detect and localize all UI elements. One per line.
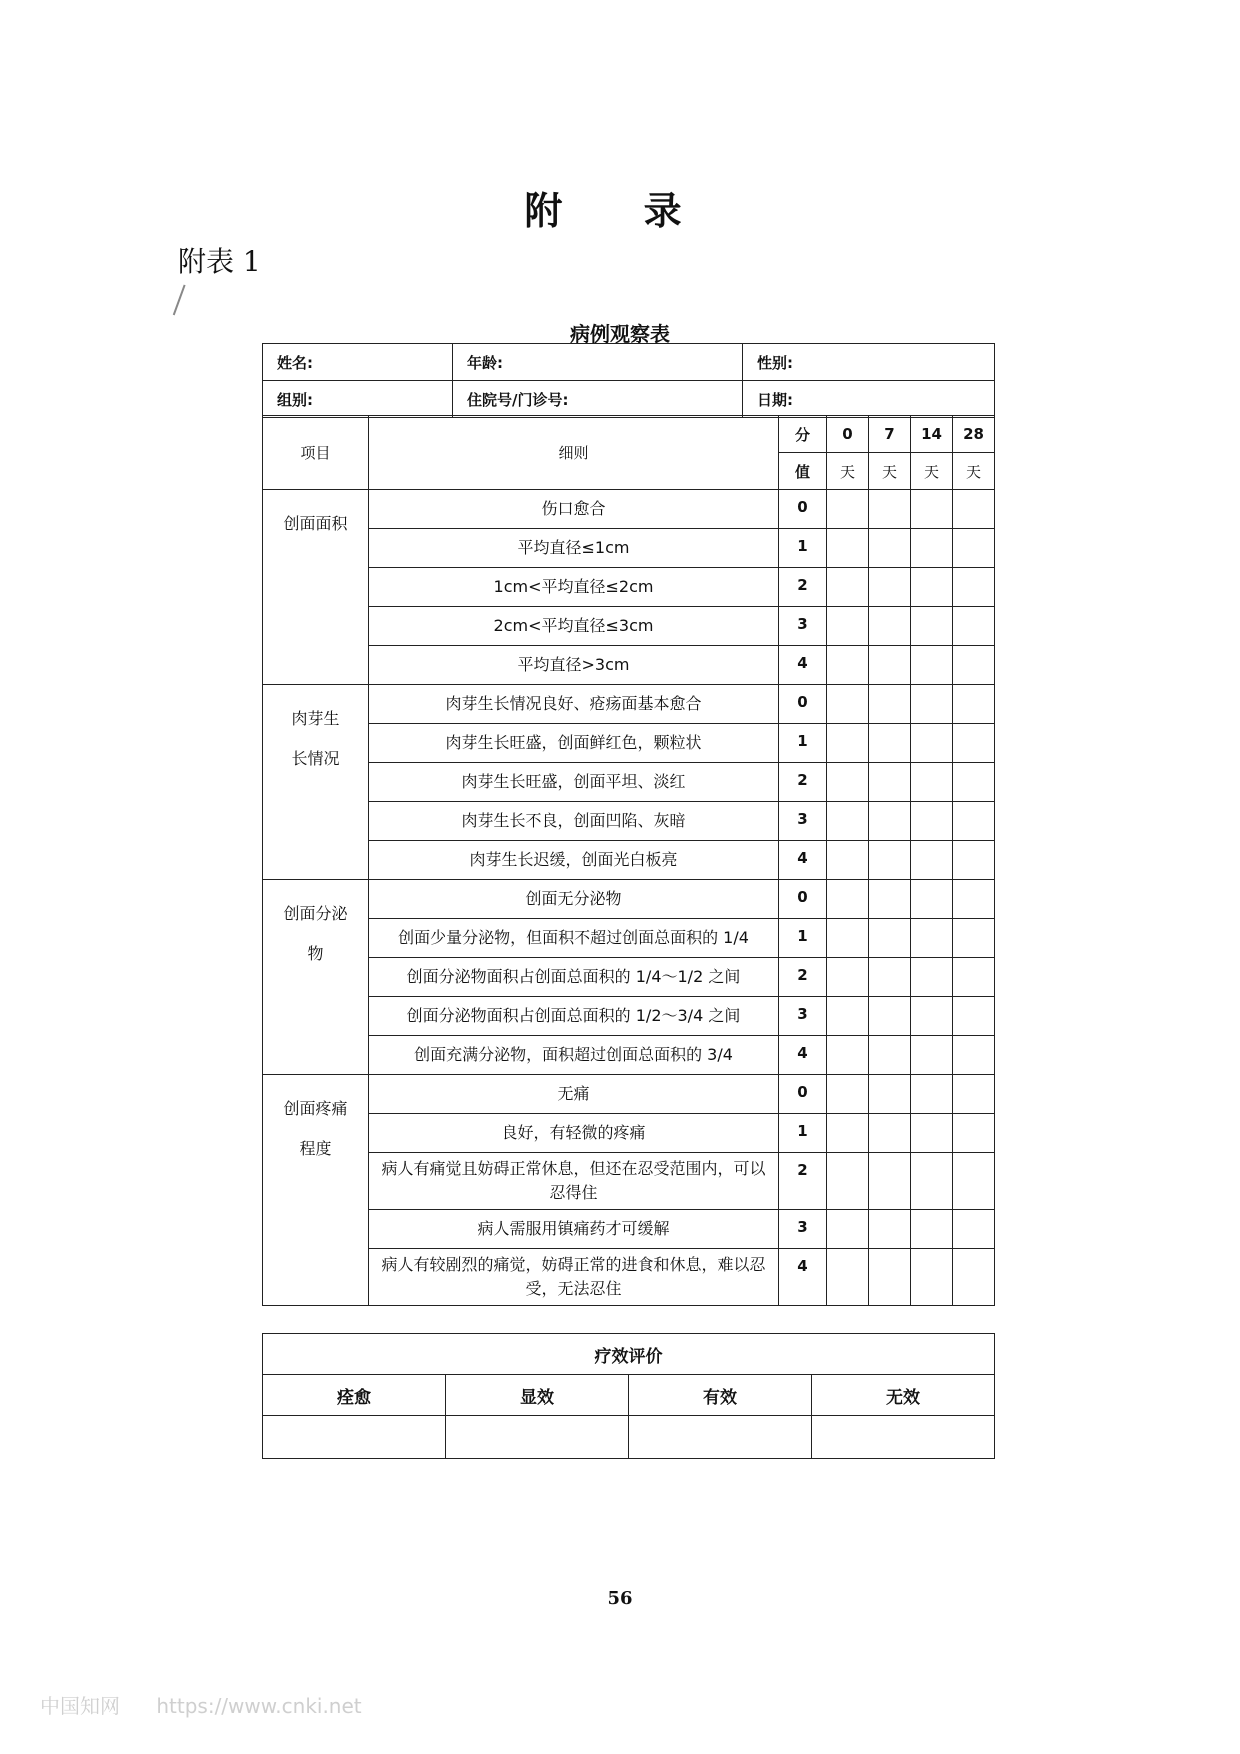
day-check-cell[interactable] [953, 958, 995, 997]
day-check-cell[interactable] [827, 802, 869, 841]
day-check-cell[interactable] [911, 919, 953, 958]
day-check-cell[interactable] [953, 568, 995, 607]
day-check-cell[interactable] [953, 724, 995, 763]
day-check-cell[interactable] [827, 1153, 869, 1210]
header-detail: 细则 [369, 416, 779, 490]
day-check-cell[interactable] [953, 841, 995, 880]
criterion-detail: 肉芽生长旺盛，创面平坦、淡红 [369, 763, 779, 802]
evaluation-cell[interactable] [446, 1416, 629, 1459]
day-check-cell[interactable] [953, 997, 995, 1036]
scan-mark [173, 285, 191, 318]
day-check-cell[interactable] [827, 529, 869, 568]
criterion-score: 1 [779, 724, 827, 763]
table-row [263, 763, 995, 802]
category-cell [263, 1075, 369, 1306]
category-name-line: 程度 [299, 1139, 332, 1158]
header-day-number: 7 [869, 416, 911, 453]
criterion-score: 0 [779, 1075, 827, 1114]
criterion-detail: 肉芽生长不良，创面凹陷、灰暗 [369, 802, 779, 841]
table-row [263, 490, 995, 529]
table-row [263, 685, 995, 724]
day-check-cell[interactable] [869, 1153, 911, 1210]
table-row [263, 568, 995, 607]
day-check-cell[interactable] [911, 568, 953, 607]
day-check-cell[interactable] [911, 724, 953, 763]
day-check-cell[interactable] [953, 607, 995, 646]
criterion-detail: 病人有痛觉且妨碍正常休息，但还在忍受范围内，可以忍得住 [369, 1153, 779, 1210]
day-check-cell[interactable] [869, 919, 911, 958]
criterion-detail: 创面充满分泌物，面积超过创面总面积的 3/4 [369, 1036, 779, 1075]
header-day-unit: 天 [827, 453, 869, 490]
day-check-cell[interactable] [827, 958, 869, 997]
header-day-unit: 天 [911, 453, 953, 490]
category-cell [263, 880, 369, 1075]
criterion-score: 0 [779, 490, 827, 529]
day-check-cell[interactable] [911, 997, 953, 1036]
criterion-score: 4 [779, 1249, 827, 1306]
criterion-detail: 平均直径>3cm [369, 646, 779, 685]
criterion-detail: 肉芽生长迟缓，创面光白板亮 [369, 841, 779, 880]
criterion-detail: 肉芽生长旺盛，创面鲜红色，颗粒状 [369, 724, 779, 763]
evaluation-markedly-effective: 显效 [446, 1375, 629, 1416]
criterion-detail: 1cm<平均直径≤2cm [369, 568, 779, 607]
criterion-score: 1 [779, 529, 827, 568]
day-check-cell[interactable] [869, 646, 911, 685]
day-check-cell[interactable] [953, 1210, 995, 1249]
day-check-cell[interactable] [827, 1249, 869, 1306]
day-check-cell[interactable] [827, 997, 869, 1036]
category-name-line: 肉芽生 [291, 709, 340, 728]
day-check-cell[interactable] [953, 1249, 995, 1306]
table-row [263, 724, 995, 763]
criterion-score: 0 [779, 880, 827, 919]
criterion-detail: 创面分泌物面积占创面总面积的 1/2～3/4 之间 [369, 997, 779, 1036]
day-check-cell[interactable] [827, 1210, 869, 1249]
day-check-cell[interactable] [911, 802, 953, 841]
criterion-score: 4 [779, 841, 827, 880]
patient-info-table [262, 343, 995, 418]
day-check-cell[interactable] [953, 1036, 995, 1075]
day-check-cell[interactable] [911, 646, 953, 685]
day-check-cell[interactable] [953, 685, 995, 724]
table-row [263, 958, 995, 997]
criterion-detail: 肉芽生长情况良好、疮疡面基本愈合 [369, 685, 779, 724]
day-check-cell[interactable] [869, 958, 911, 997]
day-check-cell[interactable] [869, 685, 911, 724]
day-check-cell[interactable] [953, 490, 995, 529]
day-check-cell[interactable] [869, 490, 911, 529]
evaluation-cell[interactable] [812, 1416, 995, 1459]
table-row [263, 1075, 995, 1114]
evaluation-table [262, 1333, 995, 1459]
group-field: 组别: [263, 381, 453, 418]
day-check-cell[interactable] [911, 1210, 953, 1249]
date-field: 日期: [743, 381, 995, 418]
table-row [263, 646, 995, 685]
day-check-cell[interactable] [953, 1153, 995, 1210]
evaluation-title: 疗效评价 [263, 1334, 995, 1375]
criterion-detail: 创面分泌物面积占创面总面积的 1/4～1/2 之间 [369, 958, 779, 997]
category-name-line: 长情况 [291, 749, 340, 768]
criterion-score: 2 [779, 568, 827, 607]
criterion-score: 2 [779, 763, 827, 802]
day-check-cell[interactable] [953, 646, 995, 685]
criterion-detail: 良好，有轻微的疼痛 [369, 1114, 779, 1153]
table-title: 病例观察表 [570, 322, 670, 346]
day-check-cell[interactable] [827, 1036, 869, 1075]
observation-table [262, 415, 995, 1306]
page-number: 56 [607, 1588, 633, 1609]
category-name-line: 创面分泌 [283, 904, 348, 923]
evaluation-cell[interactable] [629, 1416, 812, 1459]
day-check-cell[interactable] [911, 1153, 953, 1210]
day-check-cell[interactable] [911, 763, 953, 802]
criterion-detail: 无痛 [369, 1075, 779, 1114]
criterion-score: 1 [779, 919, 827, 958]
table-row [263, 529, 995, 568]
criterion-score: 2 [779, 958, 827, 997]
criterion-score: 3 [779, 1210, 827, 1249]
day-check-cell[interactable] [827, 724, 869, 763]
day-check-cell[interactable] [869, 1075, 911, 1114]
criterion-detail: 病人有较剧烈的痛觉，妨碍正常的进食和休息，难以忍受，无法忍住 [369, 1249, 779, 1306]
day-check-cell[interactable] [827, 841, 869, 880]
category-name: 创面面积 [283, 514, 348, 533]
header-day-number: 0 [827, 416, 869, 453]
day-check-cell[interactable] [869, 880, 911, 919]
sex-field: 性别: [743, 344, 995, 381]
evaluation-effective: 有效 [629, 1375, 812, 1416]
criterion-detail: 平均直径≤1cm [369, 529, 779, 568]
day-check-cell[interactable] [869, 607, 911, 646]
day-check-cell[interactable] [869, 1114, 911, 1153]
day-check-cell[interactable] [953, 763, 995, 802]
header-day-unit: 天 [953, 453, 995, 490]
day-check-cell[interactable] [869, 1210, 911, 1249]
category-cell [263, 685, 369, 880]
criterion-detail: 病人需服用镇痛药才可缓解 [369, 1210, 779, 1249]
table-row [263, 802, 995, 841]
criterion-detail: 创面少量分泌物，但面积不超过创面总面积的 1/4 [369, 919, 779, 958]
day-check-cell[interactable] [911, 841, 953, 880]
day-check-cell[interactable] [911, 880, 953, 919]
day-check-cell[interactable] [827, 646, 869, 685]
day-check-cell[interactable] [911, 958, 953, 997]
day-check-cell[interactable] [869, 568, 911, 607]
day-check-cell[interactable] [827, 763, 869, 802]
evaluation-cell[interactable] [263, 1416, 446, 1459]
criterion-score: 1 [779, 1114, 827, 1153]
table-row [263, 1153, 995, 1210]
criterion-detail: 伤口愈合 [369, 490, 779, 529]
name-field: 姓名: [263, 344, 453, 381]
criterion-score: 3 [779, 997, 827, 1036]
day-check-cell[interactable] [911, 685, 953, 724]
day-check-cell[interactable] [827, 880, 869, 919]
table-row [263, 880, 995, 919]
day-check-cell[interactable] [911, 1036, 953, 1075]
day-check-cell[interactable] [869, 1249, 911, 1306]
criterion-detail: 2cm<平均直径≤3cm [369, 607, 779, 646]
header-score-bottom: 值 [779, 453, 827, 490]
hospital-id-field: 住院号/门诊号: [453, 381, 743, 418]
day-check-cell[interactable] [911, 529, 953, 568]
criterion-detail: 创面无分泌物 [369, 880, 779, 919]
day-check-cell[interactable] [911, 607, 953, 646]
category-name-line: 物 [307, 944, 324, 963]
header-day-unit: 天 [869, 453, 911, 490]
table-row [263, 1036, 995, 1075]
day-check-cell[interactable] [953, 802, 995, 841]
table-row [263, 1210, 995, 1249]
watermark [40, 1690, 392, 1719]
day-check-cell[interactable] [827, 1114, 869, 1153]
day-check-cell[interactable] [953, 880, 995, 919]
day-check-cell[interactable] [827, 568, 869, 607]
day-check-cell[interactable] [911, 1075, 953, 1114]
criterion-score: 3 [779, 802, 827, 841]
criterion-score: 4 [779, 646, 827, 685]
page-title: 附 录 [524, 189, 716, 233]
day-check-cell[interactable] [869, 724, 911, 763]
day-check-cell[interactable] [827, 1075, 869, 1114]
day-check-cell[interactable] [827, 919, 869, 958]
table-row [263, 1114, 995, 1153]
category-cell [263, 490, 369, 685]
day-check-cell[interactable] [911, 1249, 953, 1306]
header-score-top: 分 [779, 416, 827, 453]
header-day-number: 14 [911, 416, 953, 453]
day-check-cell[interactable] [827, 490, 869, 529]
day-check-cell[interactable] [869, 1036, 911, 1075]
watermark-logo: 中国知网 [40, 1694, 120, 1718]
category-name-line: 创面疼痛 [283, 1099, 348, 1118]
day-check-cell[interactable] [911, 490, 953, 529]
table-row [263, 919, 995, 958]
day-check-cell[interactable] [869, 997, 911, 1036]
day-check-cell[interactable] [869, 802, 911, 841]
table-row [263, 997, 995, 1036]
day-check-cell[interactable] [869, 763, 911, 802]
header-item: 项目 [263, 416, 369, 490]
table-row [263, 1249, 995, 1306]
criterion-score: 2 [779, 1153, 827, 1210]
table-row [263, 841, 995, 880]
day-check-cell[interactable] [953, 1075, 995, 1114]
day-check-cell[interactable] [869, 841, 911, 880]
day-check-cell[interactable] [953, 529, 995, 568]
table-row [263, 607, 995, 646]
day-check-cell[interactable] [869, 529, 911, 568]
header-day-number: 28 [953, 416, 995, 453]
criterion-score: 3 [779, 607, 827, 646]
day-check-cell[interactable] [953, 1114, 995, 1153]
evaluation-cured: 痊愈 [263, 1375, 446, 1416]
appendix-table-label: 附表 1 [178, 245, 261, 278]
day-check-cell[interactable] [827, 607, 869, 646]
age-field: 年龄: [453, 344, 743, 381]
evaluation-ineffective: 无效 [812, 1375, 995, 1416]
day-check-cell[interactable] [953, 919, 995, 958]
criterion-score: 4 [779, 1036, 827, 1075]
day-check-cell[interactable] [911, 1114, 953, 1153]
day-check-cell[interactable] [827, 685, 869, 724]
criterion-score: 0 [779, 685, 827, 724]
watermark-url: https://www.cnki.net [156, 1694, 362, 1718]
